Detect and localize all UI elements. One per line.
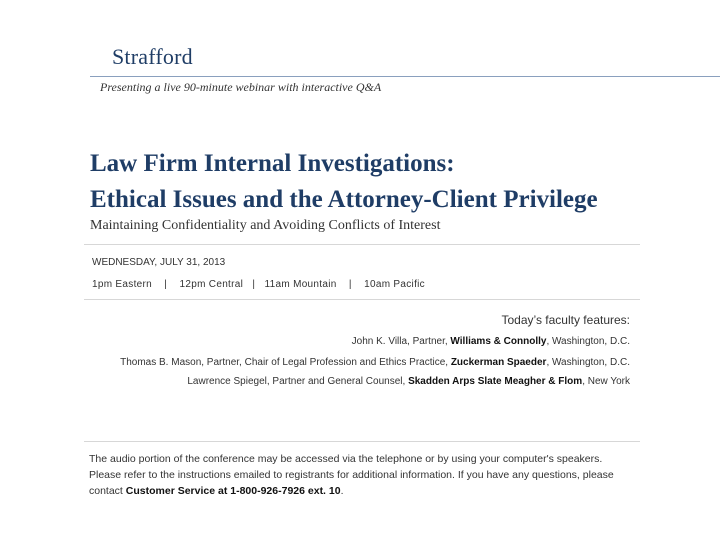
divider <box>84 441 640 442</box>
divider <box>84 299 640 300</box>
faculty-firm: Williams & Connolly <box>450 336 547 347</box>
customer-service-contact: Customer Service at 1-800-926-7926 ext. 10 <box>125 485 341 497</box>
notice-text: The audio portion of the conference may be accessed via the telephone or by using your computer's speakers. Please refer to the instructions emailed to registrants for additional information. If you have any questions, please contact <box>89 453 614 497</box>
faculty-name-title: John K. Villa, Partner, <box>351 336 451 347</box>
faculty-name-title: Thomas B. Mason, Partner, Chair of Legal Profession and Ethics Practice, <box>120 357 451 368</box>
faculty-member <box>352 336 630 347</box>
notice-end: . <box>340 485 344 497</box>
faculty-firm: Skadden Arps Slate Meagher & Flom <box>408 376 583 387</box>
strafford-logo: Strafford <box>112 44 193 69</box>
webinar-tagline: Presenting a live 90-minute webinar with interactive Q&A <box>100 80 382 94</box>
faculty-location: , Washington, D.C. <box>546 357 630 368</box>
faculty-member <box>120 357 630 368</box>
faculty-name-title: Lawrence Spiegel, Partner and General Counsel, <box>187 376 409 387</box>
faculty-firm: Zuckerman Spaeder <box>450 357 547 368</box>
faculty-location: , Washington, D.C. <box>546 336 630 347</box>
title-line-1: Law Firm Internal Investigations: <box>90 150 455 177</box>
event-times: 1pm Eastern | 12pm Central | 11am Mountain | 10am Pacific <box>92 279 425 290</box>
event-date: WEDNESDAY, JULY 31, 2013 <box>92 257 226 268</box>
faculty-location: , New York <box>582 376 630 387</box>
webinar-subtitle: Maintaining Confidentiality and Avoiding Conflicts of Interest <box>90 218 441 233</box>
webinar-title <box>90 146 598 218</box>
faculty-member <box>187 376 630 387</box>
header-divider <box>90 76 720 77</box>
faculty-heading: Today’s faculty features: <box>501 313 630 327</box>
audio-notice <box>89 451 637 499</box>
title-line-2: Ethical Issues and the Attorney-Client Privilege <box>90 186 598 213</box>
divider <box>84 244 640 245</box>
